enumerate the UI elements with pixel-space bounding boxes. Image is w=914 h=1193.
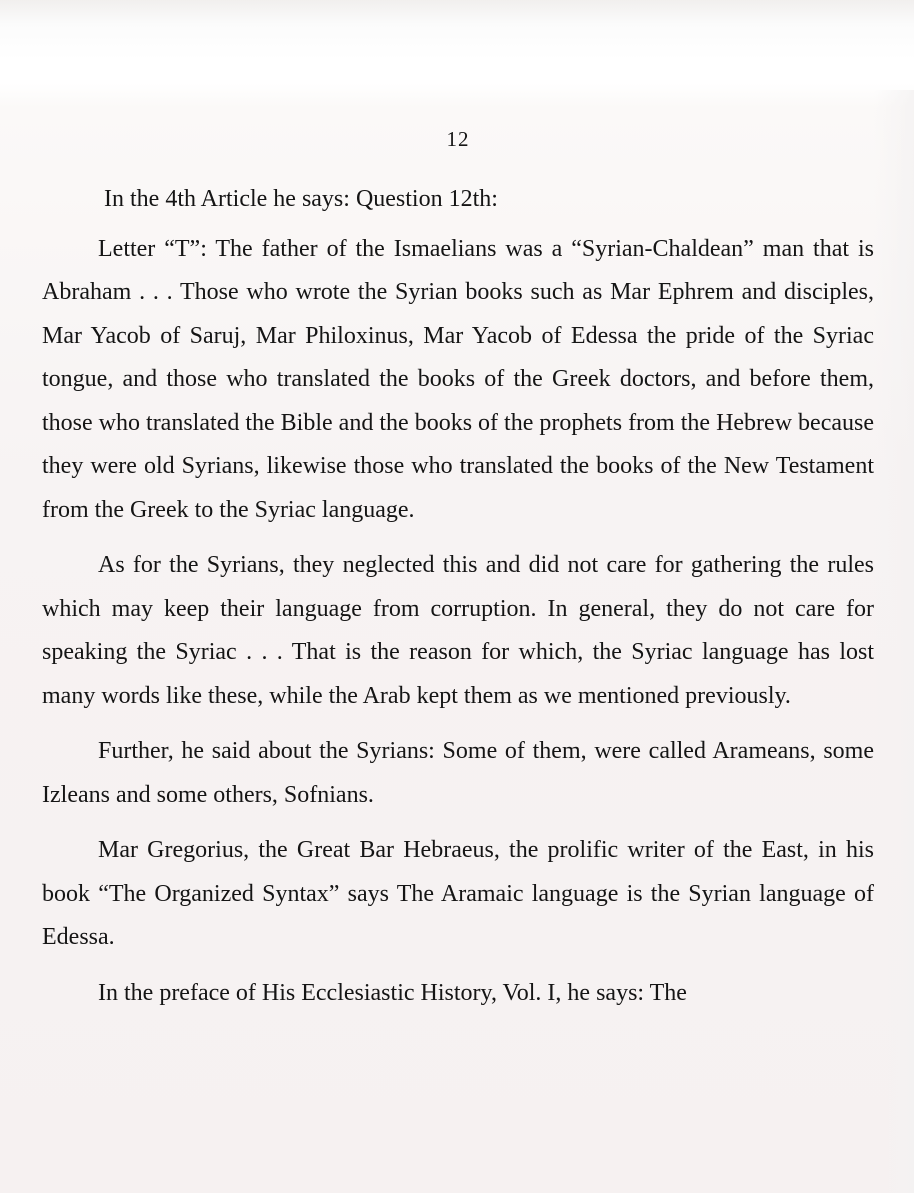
paragraph-article-heading: In the 4th Article he says: Question 12th: xyxy=(104,186,498,212)
page-top-edge xyxy=(0,0,914,60)
paragraph-further: Further, he said about the Syrians: Some of them, were called Arameans, some Izleans and some others, Sofnians. xyxy=(42,738,874,808)
paragraph-mar-gregorius: Mar Gregorius, the Great Bar Hebraeus, the prolific writer of the East, in his book “The Organized Syntax” says The Aramaic language is the Syrian language of Edessa. xyxy=(42,837,874,950)
paragraph-syrians-neglected: As for the Syrians, they neglected this and did not care for gathering the rules which may keep their language from corruption. In general, they do not care for speaking the Syriac . . . That is the reason for which, the Syriac language has lost many words like these, while the Arab kept them as we mentioned previously. xyxy=(42,552,874,709)
paragraph-letter-t: Letter “T”: The father of the Ismaelians was a “Syrian-Chaldean” man that is Abraham . . . Those who wrote the Syrian books such as Mar Ephrem and disciples, Mar Yacob of Saruj, Mar Philoxinus, Mar Yacob of Edessa the pride of the Syriac tongue, and those who translated the books of the Greek doctors, and before them, those who translated the Bible and the books of the prophets from the Hebrew because they were old Syrians, likewise those who translated the books of the New Testament from the Greek to the Syriac language. xyxy=(42,235,874,523)
page-number: 12 xyxy=(446,127,470,151)
paragraph-preface: In the preface of His Ecclesiastic History, Vol. I, he says: The xyxy=(98,979,687,1006)
page-right-shadow xyxy=(874,90,914,1193)
page-text xyxy=(42,124,874,1027)
